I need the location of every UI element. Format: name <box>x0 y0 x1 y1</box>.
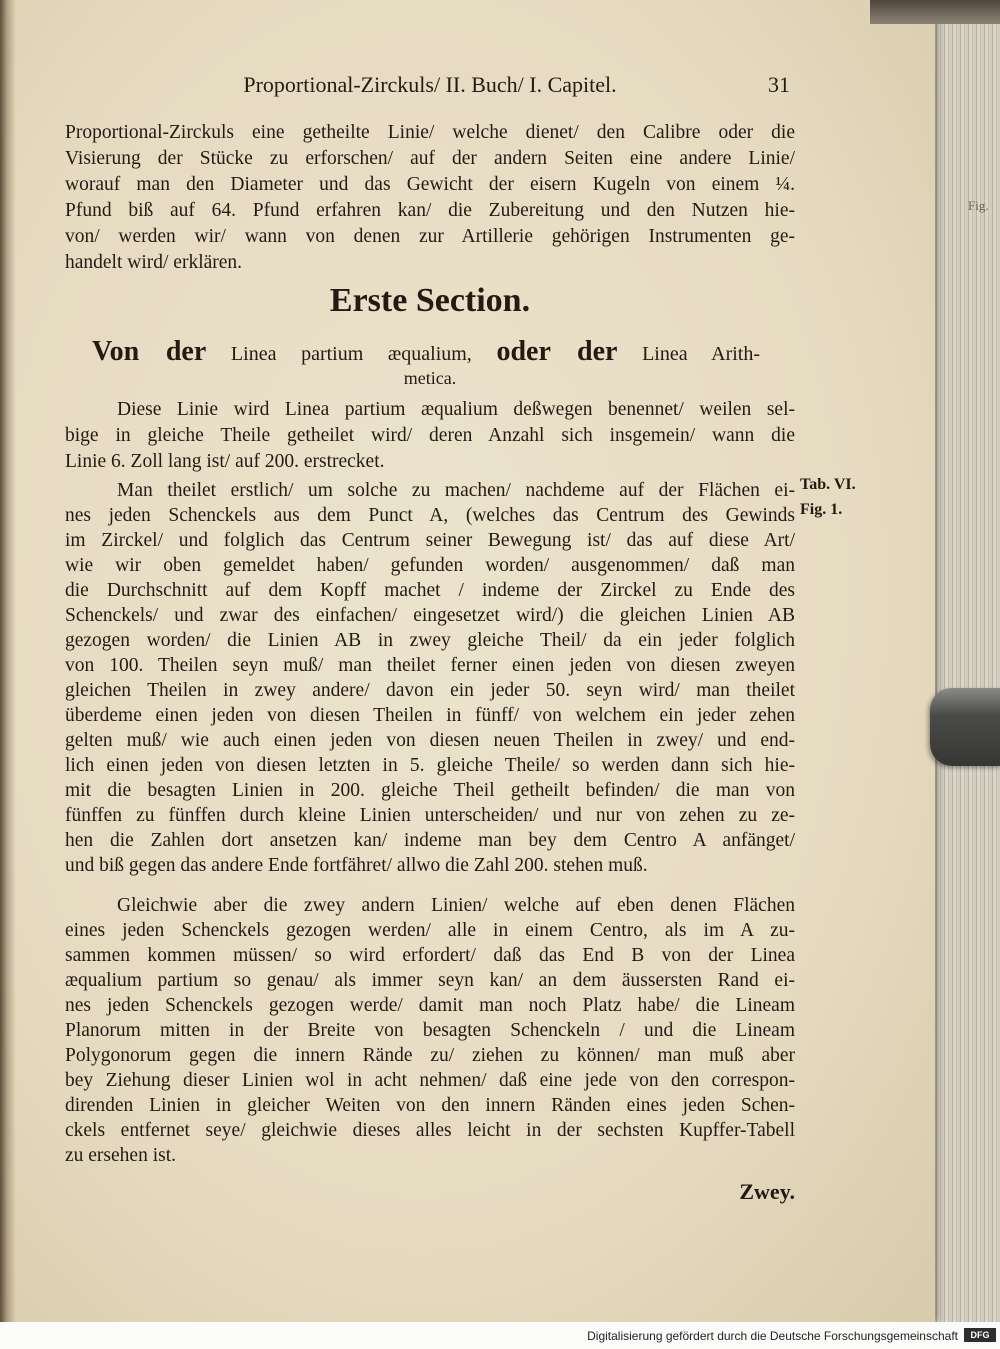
text-line: gleichen Theilen in zwey andere/ davon ein jeder 50. seyn wird/ man theilet <box>65 680 795 701</box>
text-line: sammen kommen müssen/ so wird erfordert/ daß das End B von der Linea <box>65 945 795 966</box>
text-line: ckels entfernet seye/ gleichwie dieses alles leicht in der sechsten Kupffer-Tabell <box>65 1120 795 1141</box>
scan-corner-shadow <box>870 0 1000 24</box>
text-line: gezogen worden/ die Linien AB in zwey gleiche Theil/ da ein jeder folglich <box>65 630 795 651</box>
text-line: Linie 6. Zoll lang ist/ auf 200. erstrecket. <box>65 451 385 472</box>
text-line: bey Ziehung dieser Linien wol in acht nehmen/ daß eine jede von den correspon- <box>65 1070 795 1091</box>
text-line: zu ersehen ist. <box>65 1145 177 1166</box>
text-line: eines jeden Schenckels gezogen werden/ alle in einem Centro, als im A zu- <box>65 920 795 941</box>
text-line: nes jeden Schenckels gezogen werde/ damit man noch Platz habe/ die Lineam <box>65 995 795 1016</box>
subheading-oder-der: oder der <box>496 336 618 367</box>
subheading-latin-2: Linea Arith- <box>642 343 761 365</box>
text-line: worauf man den Diameter und das Gewicht der eisern Kugeln von einem ¼. <box>65 174 795 195</box>
text-line: æqualium partium so genau/ als immer seyn kan/ an dem äussersten Rand ei- <box>65 970 795 991</box>
text-line: die Durchschnitt auf dem Kopff machet / indeme der Zirckel zu Ende des <box>65 580 795 601</box>
edge-note: Fig. <box>968 198 989 213</box>
footer-credit: Digitalisierung gefördert durch die Deutsche Forschungsgemeinschaft <box>587 1329 958 1343</box>
text-line: Gleichwie aber die zwey andern Linien/ welche auf eben denen Flächen <box>117 895 795 916</box>
text-line: lich einen jeden von diesen letzten in 5. gleiche Theile/ so werden dann sich hie- <box>65 755 795 776</box>
subheading-von-der: Von der <box>92 336 207 367</box>
text-line: Pfund biß auf 64. Pfund erfahren kan/ die Zubereitung und den Nutzen hie- <box>65 200 795 221</box>
text-line: fünffen zu fünffen durch kleine Linien unterscheiden/ und nur von zehen zu ze- <box>65 805 795 826</box>
gutter-shadow <box>0 0 16 1322</box>
subheading <box>92 336 760 368</box>
text-line: Polygonorum gegen die innern Rände zu/ ziehen zu können/ man muß aber <box>65 1045 795 1066</box>
text-line: direnden Linien in gleicher Weiten von den innern Ränden eines jeden Schen- <box>65 1095 795 1116</box>
dfg-logo: DFG <box>964 1328 996 1342</box>
text-line: und biß gegen das andere Ende fortfähret/ allwo die Zahl 200. stehen muß. <box>65 855 648 876</box>
intro-paragraph <box>65 120 795 276</box>
text-line: Diese Linie wird Linea partium æqualium deßwegen benennet/ weilen sel- <box>117 399 795 420</box>
page-number: 31 <box>768 72 790 97</box>
section-heading: Erste Section. <box>329 282 531 319</box>
text-line: bige in gleiche Theile getheilet wird/ deren Anzahl sich insgemein/ wann die <box>65 425 795 446</box>
text-line: von 100. Theilen seyn muß/ man theilet ferner einen jeden von diesen zweyen <box>65 655 795 676</box>
text-line: Schenckels/ und zwar des einfachen/ eingesetzet wird/) die gleichen Linien AB <box>65 605 795 626</box>
text-line: im Zirckel/ und folglich das Centrum seiner Bewegung ist/ das auf diese Art/ <box>65 530 795 551</box>
text-line: wie wir oben gemeldet haben/ gefunden worden/ ausgenommen/ daß man <box>65 555 795 576</box>
text-line: handelt wird/ erklären. <box>65 252 243 273</box>
paragraph <box>65 397 795 475</box>
catchword: Zwey. <box>739 1179 795 1204</box>
paragraph <box>65 893 795 1168</box>
subheading-latin-1: Linea partium æqualium, <box>230 343 472 365</box>
footer <box>0 1322 1000 1349</box>
text-line: nes jeden Schenckels aus dem Punct A, (welches das Centrum des Gewinds <box>65 505 795 526</box>
text-line: von/ werden wir/ wann von denen zur Artillerie gehörigen Instrumenten ge- <box>65 226 795 247</box>
text-line: Visierung der Stücke zu erforschen/ auf der andern Seiten eine andere Linie/ <box>65 148 795 169</box>
text-line: hen die Zahlen dort ansetzen kan/ indeme man bey dem Centro A anfänget/ <box>65 830 795 851</box>
text-line: gelten muß/ wie auch einen jeden von diesen neuen Theilen in zwey/ und end- <box>65 730 795 751</box>
text-line: Planorum mitten in der Breite von besagten Schenckeln / und die Lineam <box>65 1020 795 1041</box>
running-title: Proportional-Zirckuls/ II. Buch/ I. Capitel. <box>243 72 617 97</box>
text-line: Man theilet erstlich/ um solche zu machen/ nachdeme auf der Flächen ei- <box>117 480 795 501</box>
margin-note-tab: Tab. VI. <box>800 476 856 493</box>
margin-note-fig: Fig. 1. <box>800 501 843 518</box>
page-stack-edges <box>925 0 1000 1322</box>
page-clip <box>930 688 1000 766</box>
paragraph <box>65 478 795 878</box>
text-line: mit die besagten Linien in 200. gleiche Theil getheilt befinden/ die man von <box>65 780 795 801</box>
subheading-continuation: metica. <box>403 368 457 388</box>
text-line: Proportional-Zirckuls eine getheilte Linie/ welche dienet/ den Calibre oder die <box>65 122 795 143</box>
text-line: überdeme einen jeden von diesen Theilen in fünff/ von welchem ein jeder zehen <box>65 705 795 726</box>
